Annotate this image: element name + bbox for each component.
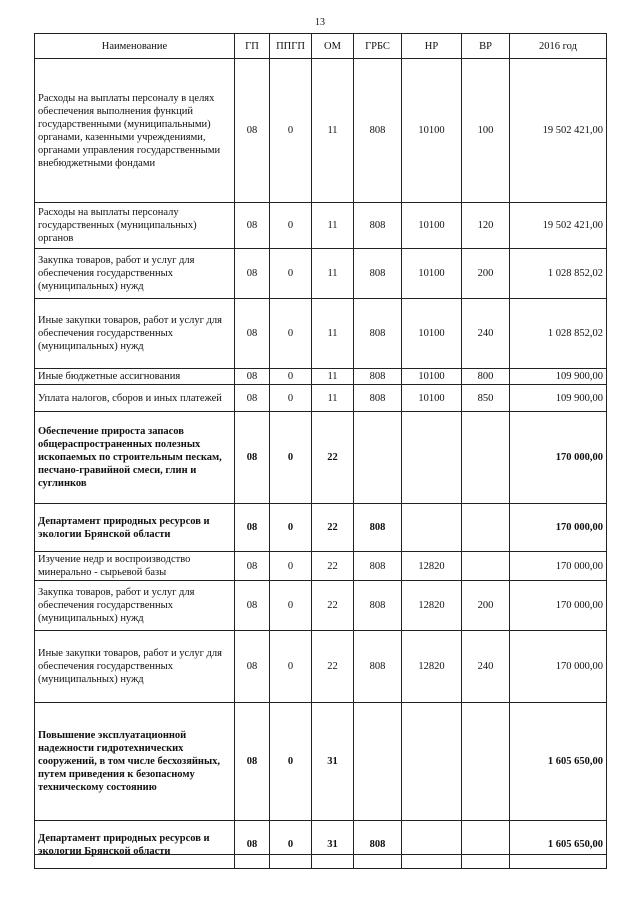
cell-vr — [462, 412, 510, 504]
cell-grbs: 808 — [354, 631, 402, 703]
cell-om: 22 — [312, 631, 354, 703]
cell-amount: 170 000,00 — [510, 504, 607, 552]
page-number: 13 — [315, 17, 325, 28]
cell-nr: 10100 — [402, 385, 462, 412]
cell-grbs: 808 — [354, 249, 402, 299]
col-header-gp: ГП — [235, 34, 270, 59]
cell-ppgp: 0 — [270, 412, 312, 504]
cell-nr: 10100 — [402, 369, 462, 385]
cell-nr — [402, 412, 462, 504]
cell-vr — [462, 504, 510, 552]
cell-amount: 109 900,00 — [510, 369, 607, 385]
cell-om: 22 — [312, 412, 354, 504]
cell-ppgp: 0 — [270, 504, 312, 552]
cell-grbs: 808 — [354, 299, 402, 369]
cell-amount: 1 028 852,02 — [510, 299, 607, 369]
col-header-name: Наименование — [35, 34, 235, 59]
cell-grbs — [354, 412, 402, 504]
cell-gp: 08 — [235, 203, 270, 249]
cell-ppgp: 0 — [270, 369, 312, 385]
cell-vr: 200 — [462, 249, 510, 299]
cell-grbs: 808 — [354, 552, 402, 581]
cell-name: Обеспечение прироста запасов общераспространенных полезных ископаемых по строительным пескам, песчано-гравийной смеси, глин и суглинков — [35, 412, 235, 504]
cell-gp: 08 — [235, 821, 270, 869]
cell-om: 11 — [312, 203, 354, 249]
cell-ppgp: 0 — [270, 59, 312, 203]
cell-name: Закупка товаров, работ и услуг для обеспечения государственных (муниципальных) нужд — [35, 249, 235, 299]
table-row — [35, 59, 607, 203]
cell-name: Закупка товаров, работ и услуг для обеспечения государственных (муниципальных) нужд — [35, 581, 235, 631]
col-header-ppgp: ППГП — [270, 34, 312, 59]
cell-gp: 08 — [235, 369, 270, 385]
table-row — [35, 412, 607, 504]
table-row — [35, 385, 607, 412]
table-row — [35, 504, 607, 552]
cell-grbs: 808 — [354, 385, 402, 412]
cell-gp: 08 — [235, 59, 270, 203]
cell-name: Иные бюджетные ассигнования — [35, 369, 235, 385]
cell-vr: 200 — [462, 581, 510, 631]
cell-name: Расходы на выплаты персоналу государственных (муниципальных) органов — [35, 203, 235, 249]
cell-vr — [462, 703, 510, 821]
cell-gp: 08 — [235, 412, 270, 504]
cell-amount: 170 000,00 — [510, 631, 607, 703]
cell-nr: 12820 — [402, 631, 462, 703]
cell-vr: 100 — [462, 59, 510, 203]
cell-amount: 170 000,00 — [510, 581, 607, 631]
cell-name: Иные закупки товаров, работ и услуг для обеспечения государственных (муниципальных) нужд — [35, 299, 235, 369]
cell-ppgp: 0 — [270, 385, 312, 412]
cell-grbs: 808 — [354, 504, 402, 552]
col-header-year: 2016 год — [510, 34, 607, 59]
cell-amount: 1 605 650,00 — [510, 821, 607, 869]
cell-gp: 08 — [235, 631, 270, 703]
cell-amount: 19 502 421,00 — [510, 203, 607, 249]
cell-om: 22 — [312, 552, 354, 581]
table-row — [35, 581, 607, 631]
cell-vr — [462, 552, 510, 581]
cell-grbs — [354, 703, 402, 821]
cell-grbs: 808 — [354, 821, 402, 869]
bottom-rule — [34, 854, 606, 855]
cell-grbs: 808 — [354, 203, 402, 249]
cell-nr: 10100 — [402, 299, 462, 369]
cell-vr: 240 — [462, 299, 510, 369]
col-header-vr: ВР — [462, 34, 510, 59]
cell-nr: 10100 — [402, 59, 462, 203]
cell-amount: 109 900,00 — [510, 385, 607, 412]
cell-vr: 800 — [462, 369, 510, 385]
cell-grbs: 808 — [354, 581, 402, 631]
cell-nr — [402, 703, 462, 821]
cell-name: Изучение недр и воспроизводство минерально - сырьевой базы — [35, 552, 235, 581]
cell-om: 11 — [312, 369, 354, 385]
table-row — [35, 299, 607, 369]
cell-amount: 1 028 852,02 — [510, 249, 607, 299]
cell-nr: 10100 — [402, 203, 462, 249]
cell-om: 22 — [312, 581, 354, 631]
header-row — [35, 34, 607, 59]
cell-name: Уплата налогов, сборов и иных платежей — [35, 385, 235, 412]
cell-nr: 12820 — [402, 552, 462, 581]
cell-amount: 1 605 650,00 — [510, 703, 607, 821]
cell-gp: 08 — [235, 703, 270, 821]
table-row — [35, 203, 607, 249]
cell-om: 11 — [312, 299, 354, 369]
cell-om: 11 — [312, 249, 354, 299]
cell-nr: 12820 — [402, 581, 462, 631]
cell-name: Расходы на выплаты персоналу в целях обеспечения выполнения функций государственными (муниципальными) органами, казенными учреждениями, органами управления государственными внебюджетными фондами — [35, 59, 235, 203]
budget-table — [34, 33, 607, 869]
cell-grbs: 808 — [354, 59, 402, 203]
cell-ppgp: 0 — [270, 203, 312, 249]
cell-ppgp: 0 — [270, 581, 312, 631]
cell-gp: 08 — [235, 581, 270, 631]
table-row — [35, 821, 607, 869]
cell-om: 22 — [312, 504, 354, 552]
col-header-nr: НР — [402, 34, 462, 59]
cell-gp: 08 — [235, 385, 270, 412]
cell-vr: 240 — [462, 631, 510, 703]
cell-vr: 120 — [462, 203, 510, 249]
cell-ppgp: 0 — [270, 703, 312, 821]
cell-nr: 10100 — [402, 249, 462, 299]
table-row — [35, 369, 607, 385]
table-row — [35, 249, 607, 299]
cell-gp: 08 — [235, 552, 270, 581]
table-row — [35, 631, 607, 703]
table-row — [35, 552, 607, 581]
col-header-om: ОМ — [312, 34, 354, 59]
cell-gp: 08 — [235, 299, 270, 369]
cell-vr — [462, 821, 510, 869]
cell-om: 31 — [312, 703, 354, 821]
cell-om: 11 — [312, 385, 354, 412]
cell-ppgp: 0 — [270, 249, 312, 299]
cell-ppgp: 0 — [270, 552, 312, 581]
cell-grbs: 808 — [354, 369, 402, 385]
cell-amount: 19 502 421,00 — [510, 59, 607, 203]
cell-nr — [402, 504, 462, 552]
cell-ppgp: 0 — [270, 299, 312, 369]
cell-name: Департамент природных ресурсов и экологии Брянской области — [35, 821, 235, 869]
cell-amount: 170 000,00 — [510, 412, 607, 504]
cell-name: Департамент природных ресурсов и экологии Брянской области — [35, 504, 235, 552]
cell-nr — [402, 821, 462, 869]
cell-gp: 08 — [235, 504, 270, 552]
cell-name: Иные закупки товаров, работ и услуг для обеспечения государственных (муниципальных) нужд — [35, 631, 235, 703]
table-body — [35, 59, 607, 869]
cell-ppgp: 0 — [270, 821, 312, 869]
cell-vr: 850 — [462, 385, 510, 412]
table-row — [35, 703, 607, 821]
cell-amount: 170 000,00 — [510, 552, 607, 581]
cell-om: 11 — [312, 59, 354, 203]
cell-gp: 08 — [235, 249, 270, 299]
col-header-grbs: ГРБС — [354, 34, 402, 59]
cell-om: 31 — [312, 821, 354, 869]
cell-ppgp: 0 — [270, 631, 312, 703]
cell-name: Повышение эксплуатационной надежности гидротехнических сооружений, в том числе бесхозяйных, путем приведения к безопасному техническому состоянию — [35, 703, 235, 821]
